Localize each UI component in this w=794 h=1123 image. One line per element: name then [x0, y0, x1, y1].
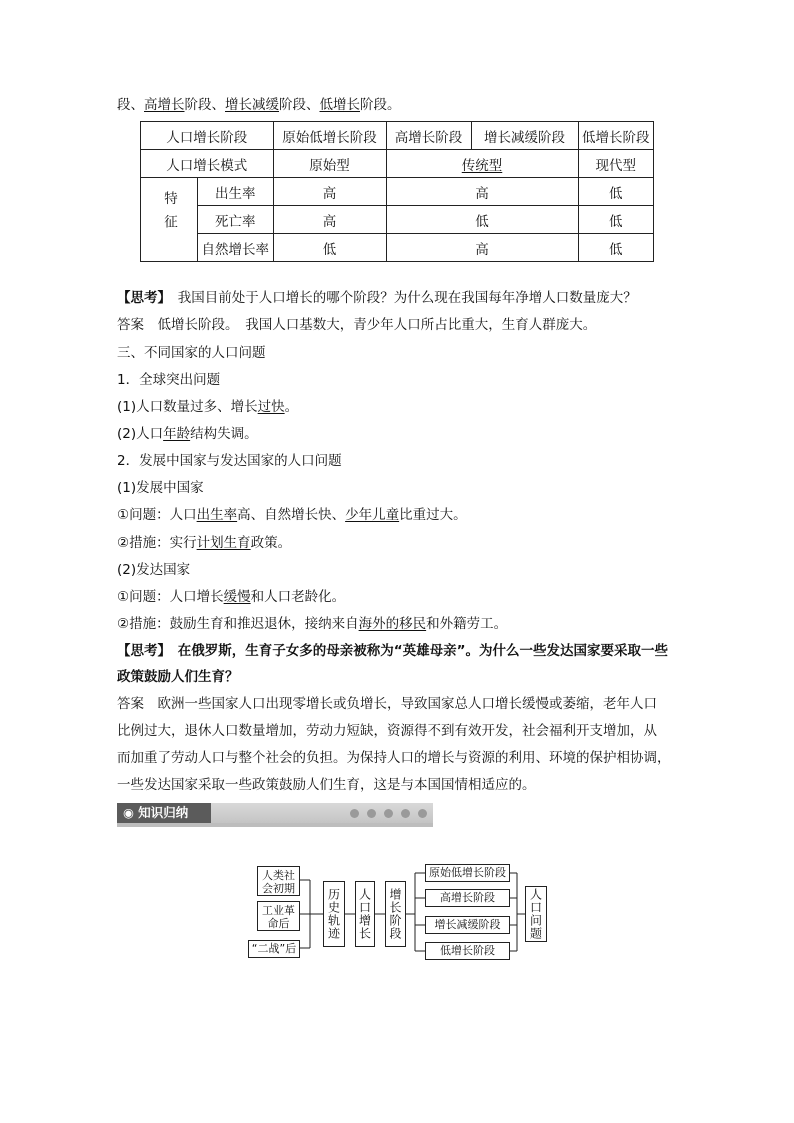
developed-problem: ①问题：人口增长缓慢和人口老龄化。	[117, 589, 346, 605]
developing-problem: ①问题：人口出生率高、自然增长快、少年儿童比重过大。	[117, 507, 467, 523]
cell: 高	[273, 178, 386, 206]
think-question-1: 【思考】 我国目前处于人口增长的哪个阶段？为什么现在我国每年净增人口数量庞大？	[117, 290, 637, 306]
global-issue-1: (1)人口数量过多、增长过快。	[117, 399, 299, 415]
mode-3: 现代型	[578, 150, 654, 178]
mode-1: 原始型	[273, 150, 386, 178]
think-answer-2-line3: 而加重了劳动人口与整个社会的负担。为保持人口的增长与资源的利用、环境的保护相协调，	[117, 750, 671, 766]
developed-measure: ②措施：鼓励生育和推迟退休，接纳来自海外的移民和外籍劳工。	[117, 616, 508, 632]
think-answer-2-line2: 比例过大，退休人口数量增加，劳动力短缺，资源得不到有效开发，社会福利开支增加，从	[117, 723, 657, 739]
stage-box-slowing: 增长减缓阶段	[425, 916, 510, 934]
developed-heading: (2)发达国家	[117, 562, 191, 578]
stage-box-low: 低增长阶段	[425, 942, 510, 960]
think-answer-2: 答案 欧洲一些国家人口出现零增长或负增长，导致国家总人口增长缓慢或萎缩，老年人口	[117, 696, 657, 712]
cell: 高	[386, 178, 578, 206]
think-question-2: 【思考】 在俄罗斯，生育子女多的母亲被称为“英雄母亲”。为什么一些发达国家要采取一些	[117, 643, 668, 659]
section-3-heading: 三、不同国家的人口问题	[117, 345, 266, 361]
header-stage-3: 增长减缓阶段	[471, 122, 578, 150]
cell: 低	[386, 206, 578, 234]
history-trajectory-box: 历史轨迹	[323, 881, 345, 947]
era-box-early-society: 人类社会初期	[257, 866, 300, 896]
developing-heading: (1)发展中国家	[117, 480, 204, 496]
think-answer-1: 答案 低增长阶段。 我国人口基数大，青少年人口所占比重大，生育人群庞大。	[117, 317, 597, 333]
population-growth-box: 人口增长	[355, 881, 375, 947]
stage-box-primitive: 原始低增长阶段	[425, 864, 510, 882]
cell: 低	[273, 234, 386, 262]
stage-box-high: 高增长阶段	[425, 889, 510, 907]
think-answer-2-line4: 一些发达国家采取一些政策鼓励人们生育，这是与本国国情相适应的。	[117, 777, 536, 793]
growth-stage-box: 增长阶段	[385, 881, 406, 947]
era-box-industrial-revolution: 工业革命后	[257, 901, 300, 931]
section-3-2-heading: 2．发展中国家与发达国家的人口问题	[117, 453, 342, 469]
header-stage-2: 高增长阶段	[386, 122, 471, 150]
header-stage: 人口增长阶段	[141, 122, 274, 150]
developing-measure: ②措施：实行计划生育政策。	[117, 535, 292, 551]
era-box-post-ww2: “二战”后	[248, 940, 300, 958]
cell: 高	[273, 206, 386, 234]
cell: 低	[578, 206, 654, 234]
row-label: 出生率	[198, 178, 274, 206]
intro-line: 段、高增长阶段、增长减缓阶段、低增长阶段。	[117, 97, 401, 113]
cell: 高	[386, 234, 578, 262]
mode-label: 人口增长模式	[141, 150, 274, 178]
cell: 低	[578, 178, 654, 206]
mode-2: 传统型	[386, 150, 578, 178]
header-stage-4: 低增长阶段	[578, 122, 654, 150]
cell: 低	[578, 234, 654, 262]
feature-label: 特征	[141, 178, 198, 262]
row-label: 自然增长率	[198, 234, 274, 262]
banner-title: ◉ 知识归纳	[117, 803, 211, 823]
population-problem-box: 人口问题	[525, 886, 547, 942]
think-question-2-cont: 政策鼓励人们生育？	[117, 669, 239, 685]
section-3-1-heading: 1．全球突出问题	[117, 372, 221, 388]
row-label: 死亡率	[198, 206, 274, 234]
global-issue-2: (2)人口年龄结构失调。	[117, 426, 258, 442]
header-stage-1: 原始低增长阶段	[273, 122, 386, 150]
